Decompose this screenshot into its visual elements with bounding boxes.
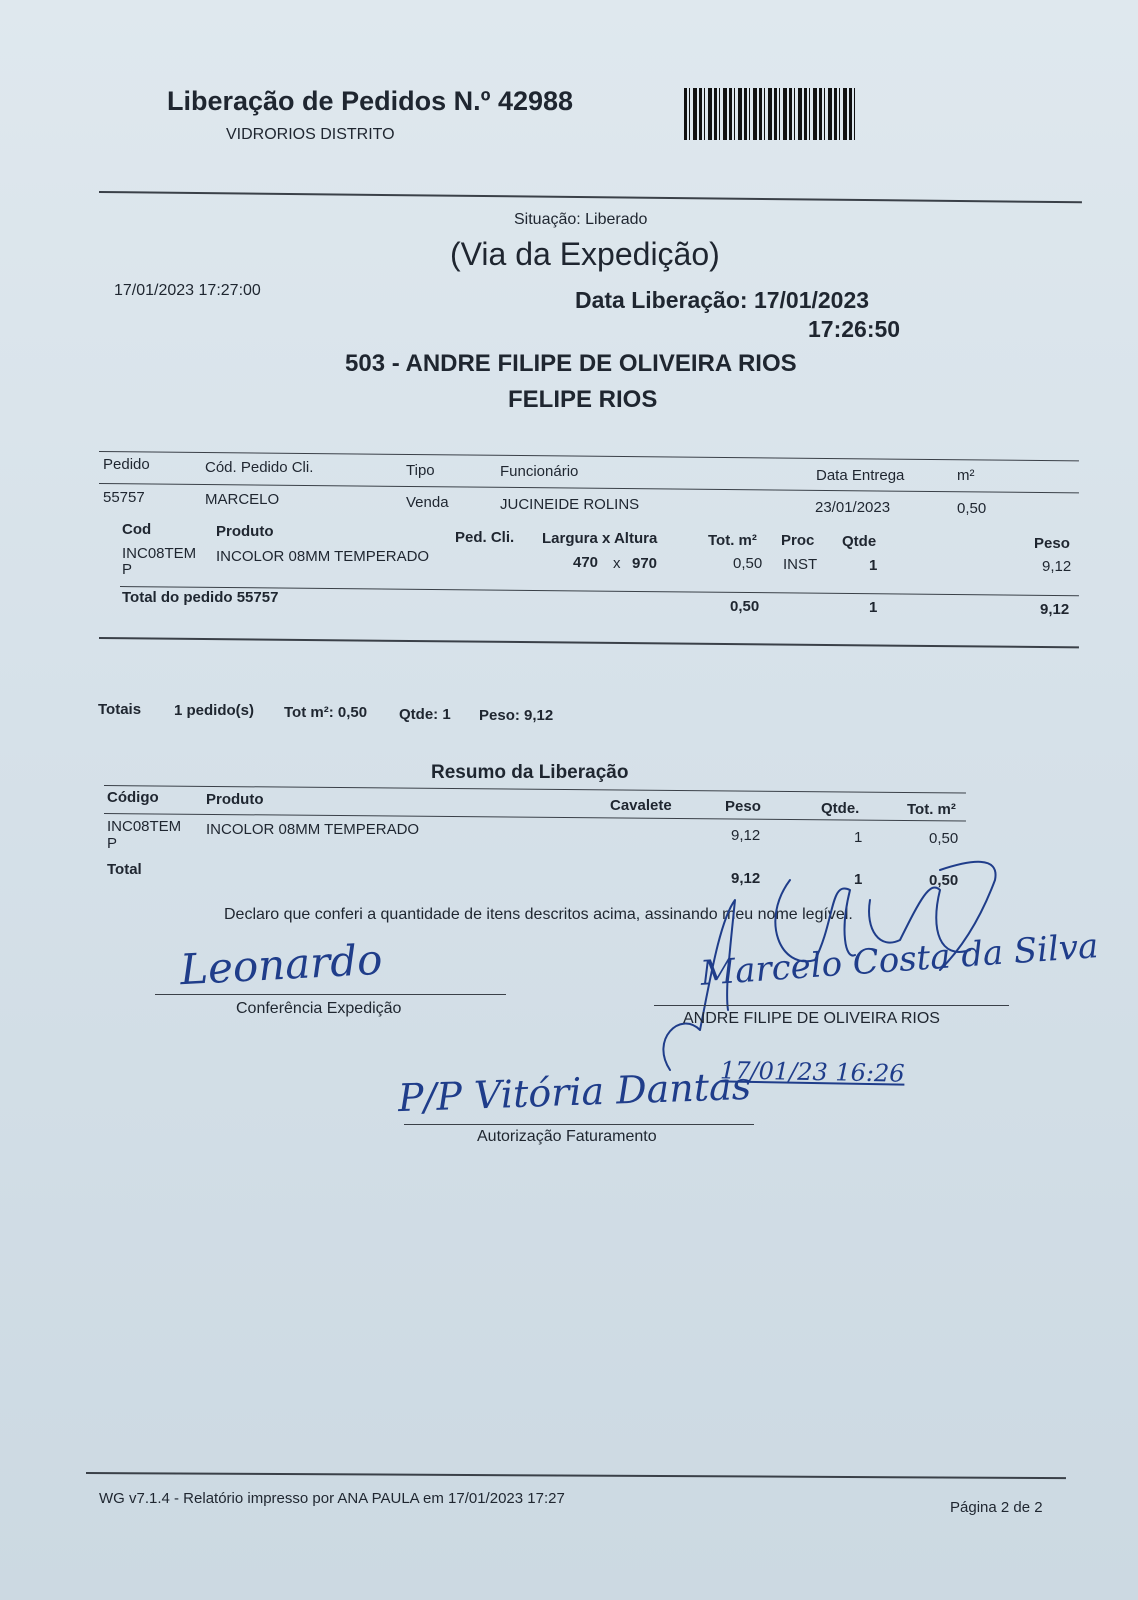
resumo-total-qtde: 1 — [854, 871, 863, 888]
autorizacao-signature-line — [404, 1124, 754, 1125]
client-name: 503 - ANDRE FILIPE DE OLIVEIRA RIOS — [345, 350, 797, 377]
item-header-cod: Cod — [122, 521, 152, 538]
resumo-header-produto: Produto — [206, 791, 264, 808]
order-total-tot-m2: 0,50 — [730, 598, 760, 615]
item-header-qtde: Qtde — [842, 533, 877, 550]
autorizacao-signature: P/P Vitória Dantas — [397, 1063, 752, 1121]
order-data-entrega: 23/01/2023 — [815, 499, 891, 516]
col-header-data-entrega: Data Entrega — [816, 467, 905, 484]
order-total-label: Total do pedido 55757 — [122, 589, 279, 606]
resumo-peso: 9,12 — [731, 827, 761, 844]
item-header-proc: Proc — [781, 532, 815, 549]
document-title: Liberação de Pedidos N.º 42988 — [167, 86, 574, 116]
order-total-qtde: 1 — [869, 599, 878, 616]
data-liberacao: Data Liberação: 17/01/2023 — [575, 287, 870, 313]
item-x: x — [613, 555, 621, 572]
totais-tot-m2: Tot m²: 0,50 — [284, 704, 368, 721]
order-total-peso: 9,12 — [1040, 601, 1070, 618]
item-header-produto: Produto — [216, 523, 274, 540]
col-header-cod-pedido-cli: Cód. Pedido Cli. — [205, 459, 314, 476]
resumo-codigo: INC08TEM — [107, 818, 182, 835]
hora-liberacao: 17:26:50 — [808, 316, 901, 342]
item-header-ped-cli: Ped. Cli. — [455, 529, 515, 546]
resumo-header-tot-m2: Tot. m² — [907, 801, 956, 818]
company-name: VIDRORIOS DISTRITO — [226, 126, 395, 143]
item-tot-m2: 0,50 — [733, 555, 763, 572]
item-header-tot-m2: Tot. m² — [708, 532, 757, 549]
resumo-total-label: Total — [107, 861, 142, 878]
order-table-bottom-line — [99, 637, 1079, 648]
order-m2: 0,50 — [957, 500, 987, 517]
item-cod: INC08TEM — [122, 545, 197, 562]
item-header-largura-altura: Largura x Altura — [542, 530, 658, 547]
situacao-label: Situação: Liberado — [514, 211, 648, 228]
resumo-title: Resumo da Liberação — [431, 762, 629, 783]
header-divider — [99, 191, 1082, 203]
col-header-funcionario: Funcionário — [500, 463, 579, 480]
footer-page-number: Página 2 de 2 — [950, 1499, 1043, 1516]
item-produto: INCOLOR 08MM TEMPERADO — [216, 548, 430, 565]
conferencia-signature-line — [155, 994, 506, 995]
order-cod-pedido-cli: MARCELO — [205, 491, 280, 508]
resumo-header-peso: Peso — [725, 798, 761, 815]
col-header-tipo: Tipo — [406, 462, 435, 479]
autorizacao-label: Autorização Faturamento — [477, 1128, 657, 1145]
resumo-total-peso: 9,12 — [731, 870, 761, 887]
resumo-header-codigo: Código — [107, 789, 159, 806]
col-header-pedido: Pedido — [103, 456, 150, 473]
resumo-header-cavalete: Cavalete — [610, 797, 672, 814]
totais-peso: Peso: 9,12 — [479, 707, 554, 724]
item-largura: 470 — [573, 554, 599, 571]
resumo-codigo-continued: P — [107, 835, 118, 852]
resumo-produto: INCOLOR 08MM TEMPERADO — [206, 821, 420, 838]
conferencia-label: Conferência Expedição — [236, 1000, 402, 1017]
client-signature-line — [654, 1005, 1009, 1006]
client-signature: Marcelo Costa da Silva — [699, 926, 1100, 994]
order-pedido: 55757 — [103, 489, 145, 506]
item-qtde: 1 — [869, 557, 878, 574]
order-tipo: Venda — [406, 494, 449, 511]
footer-line — [86, 1472, 1066, 1479]
totais-label: Totais — [98, 701, 142, 718]
resumo-header-qtde: Qtde. — [821, 800, 860, 817]
declaration-text: Declaro que conferi a quantidade de itens descritos acima, assinando meu nome legível. — [224, 906, 853, 923]
item-header-peso: Peso — [1034, 535, 1070, 552]
col-header-m2: m² — [957, 467, 975, 484]
via-label: (Via da Expedição) — [450, 236, 720, 272]
client-signature-label: ANDRE FILIPE DE OLIVEIRA RIOS — [683, 1010, 940, 1027]
conferencia-signature: Leonardo — [178, 934, 384, 995]
order-funcionario: JUCINEIDE ROLINS — [500, 496, 640, 513]
client-fantasy-name: FELIPE RIOS — [508, 386, 658, 413]
resumo-qtde: 1 — [854, 829, 863, 846]
totais-pedidos: 1 pedido(s) — [174, 702, 255, 719]
item-altura: 970 — [632, 555, 658, 572]
print-datetime: 17/01/2023 17:27:00 — [114, 282, 261, 299]
totais-qtde: Qtde: 1 — [399, 706, 451, 723]
resumo-total-tot-m2: 0,50 — [929, 872, 959, 889]
item-proc: INST — [783, 556, 818, 573]
item-cod-continued: P — [122, 561, 133, 578]
footer-printed-by: WG v7.1.4 - Relatório impresso por ANA PAULA em 17/01/2023 17:27 — [99, 1490, 565, 1507]
resumo-tot-m2: 0,50 — [929, 830, 959, 847]
barcode — [684, 88, 856, 140]
handwritten-date: 17/01/23 16:26 — [719, 1056, 905, 1088]
item-peso: 9,12 — [1042, 558, 1072, 575]
